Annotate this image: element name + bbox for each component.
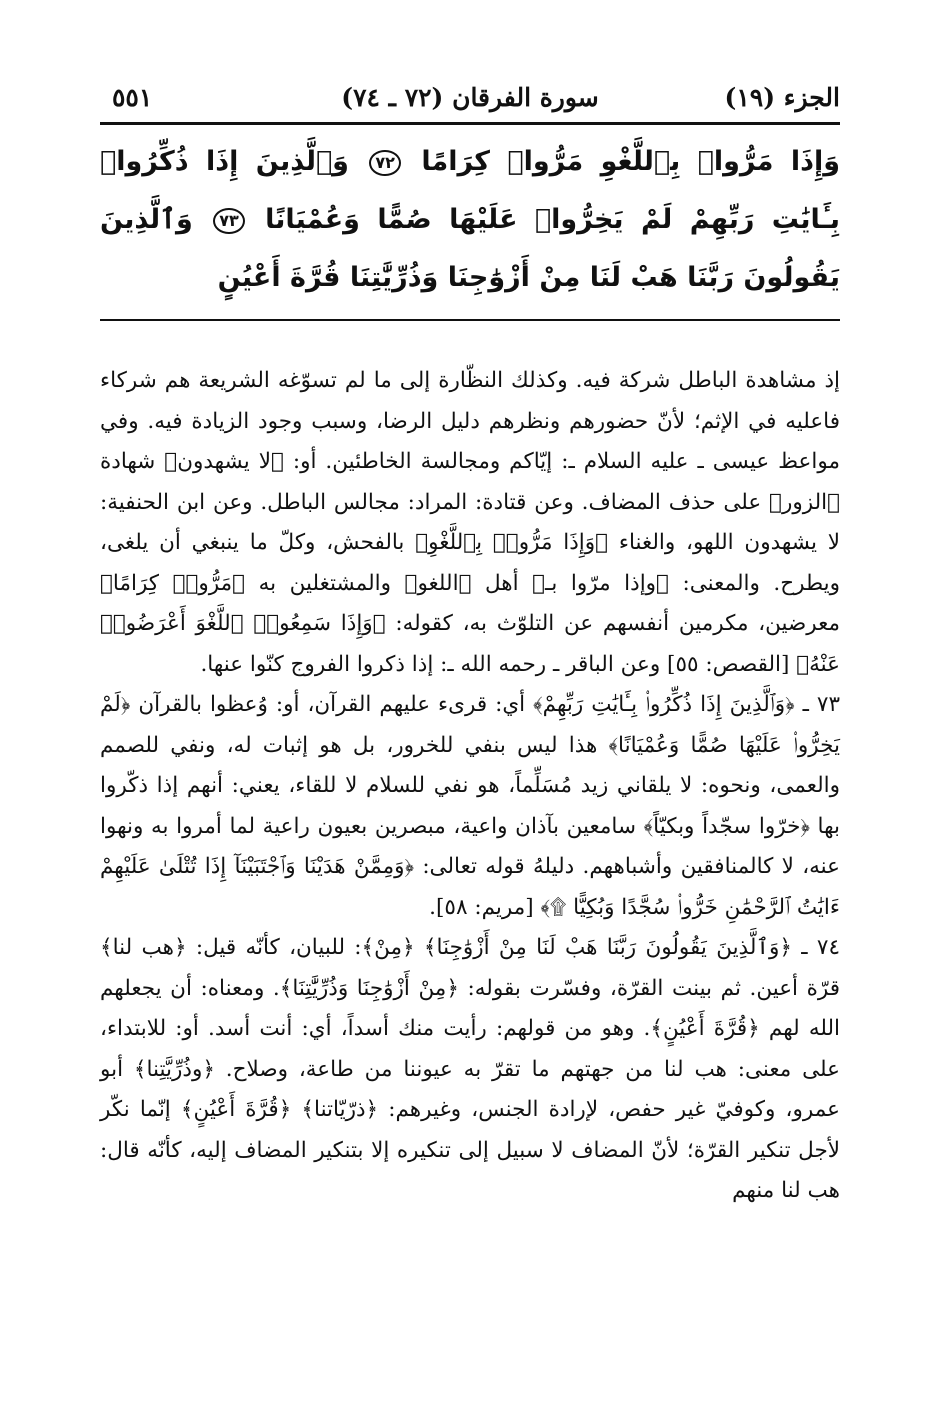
ayah-number-72: ٧٢ [369,150,401,176]
page-number: ٥٥١ [112,83,153,112]
commentary-paragraph-1: إذ مشاهدة الباطل شركة فيه. وكذلك النظّارة إلى ما لم تسوّغه الشريعة هم شركاء فاعليه في الإثم؛ لأنّ حضورهم ونظرهم دليل الرضا، وسبب وجود الزيادة فيه. وفي مواعظ عيسى ـ عليه السلام ـ: إيّاكم ومجالسة الخاطئين. أو: ﴿لا يشهدون﴾ شهادة ﴿الزور﴾ على حذف المضاف. وعن قتادة: المراد: مجالس الباطل. وعن ابن الحنفية: لا يشهدون اللهو، والغناء ﴿وَإِذَا مَرُّوا۟ بِٱللَّغْوِ﴾ بالفحش، وكلّ ما ينبغي أن يلغى، ويطرح. والمعنى: ﴿وإذا مرّوا بـ﴾ أهل ﴿اللغو﴾ والمشتغلين به ﴿مَرُّوا۟ كِرَامًا﴾ معرضين، مكرمين أنفسهم عن التلوّث به، كقوله: ﴿وَإِذَا سَمِعُوا۟ ٱللَّغْوَ أَعْرَضُوا۟ عَنْهُ﴾ [القصص: ٥٥] وعن الباقر ـ رحمه الله ـ: إذا ذكروا الفروج كنّوا عنها. [100,368,840,677]
ayah-number-73: ٧٣ [213,208,245,234]
verses-divider [100,319,840,321]
commentary [100,361,840,1212]
juz-label: الجزء (١٩) [724,83,840,112]
book-page [100,70,840,1390]
verse-73-text: وَٱلَّذِينَ إِذَا ذُكِّرُوا۟ بِـَٔايَٰتِ رَبِّهِمْ لَمْ يَخِرُّوا۟ عَلَيْهَا صُمًّا وَعُمْيَانًا [100,146,841,235]
commentary-paragraph-74: ٧٤ ـ ﴿وَٱلَّذِينَ يَقُولُونَ رَبَّنَا هَبْ لَنَا مِنْ أَزْوَٰجِنَا﴾ ﴿مِنْ﴾: للبيان، كأنّه قيل: ﴿هب لنا﴾ قرّة أعين. ثم بينت القرّة، وفسّرت بقوله: ﴿مِنْ أَزْوَٰجِنَا وَذُرِّيَّٰتِنَا﴾. ومعناه: أن يجعلهم الله لهم ﴿قُرَّةَ أَعْيُنٍ﴾. وهو من قولهم: رأيت منك أسداً، أي: أنت أسد. أو: للابتداء، على معنى: هب لنا من جهتهم ما تقرّ به عيوننا من طاعة، وصلاح. ﴿وذُرِّيَّتِنا﴾ أبو عمرو، وكوفيّ غير حفص، لإرادة الجنس، وغيرهم: ﴿ذرّيّاتنا﴾ ﴿قُرَّةَ أَعْيُنٍ﴾ إنّما نكّر لأجل تنكير القرّة؛ لأنّ المضاف لا سبيل إلى تنكيره إلا بتنكير المضاف إليه، كأنّه قال: هب لنا منهم [100,935,840,1203]
quran-verses [100,125,840,317]
verse-72-text: وَإِذَا مَرُّوا۟ بِٱللَّغْوِ مَرُّوا۟ كِرَامًا [421,146,841,177]
page-header [100,70,840,118]
verse-74-text: وَٱلَّذِينَ يَقُولُونَ رَبَّنَا هَبْ لَنَا مِنْ أَزْوَٰجِنَا وَذُرِّيَّٰتِنَا قُرَّةَ أَعْيُنٍ [100,204,840,293]
commentary-paragraph-73: ٧٣ ـ ﴿وَٱلَّذِينَ إِذَا ذُكِّرُوا۟ بِـَٔايَٰتِ رَبِّهِمْ﴾ أي: قرىء عليهم القرآن، أو: وُعظوا بالقرآن ﴿لَمْ يَخِرُّوا۟ عَلَيْهَا صُمًّا وَعُمْيَانًا﴾ هذا ليس بنفي للخرور، بل هو إثبات له، ونفي للصمم والعمى، ونحوه: لا يلقاني زيد مُسَلِّماً، هو نفي للسلام لا للقاء، يعني: أنهم إذا ذكّروا بها ﴿خرّوا سجّداً وبكيّاً﴾ سامعين بآذان واعية، مبصرين بعيون راعية لما أمروا به ونهوا عنه، لا كالمنافقين وأشباههم. دليلهُ قوله تعالى: ﴿وَمِمَّنْ هَدَيْنَا وَٱجْتَبَيْنَآ إِذَا تُتْلَىٰ عَلَيْهِمْ ءَايَٰتُ ٱلرَّحْمَٰنِ خَرُّوا۟ سُجَّدًا وَبُكِيًّا ۩﴾ [مريم: ٥٨]. [100,692,840,920]
surah-title: سورة الفرقان (٧٢ ـ ٧٤) [341,83,599,112]
